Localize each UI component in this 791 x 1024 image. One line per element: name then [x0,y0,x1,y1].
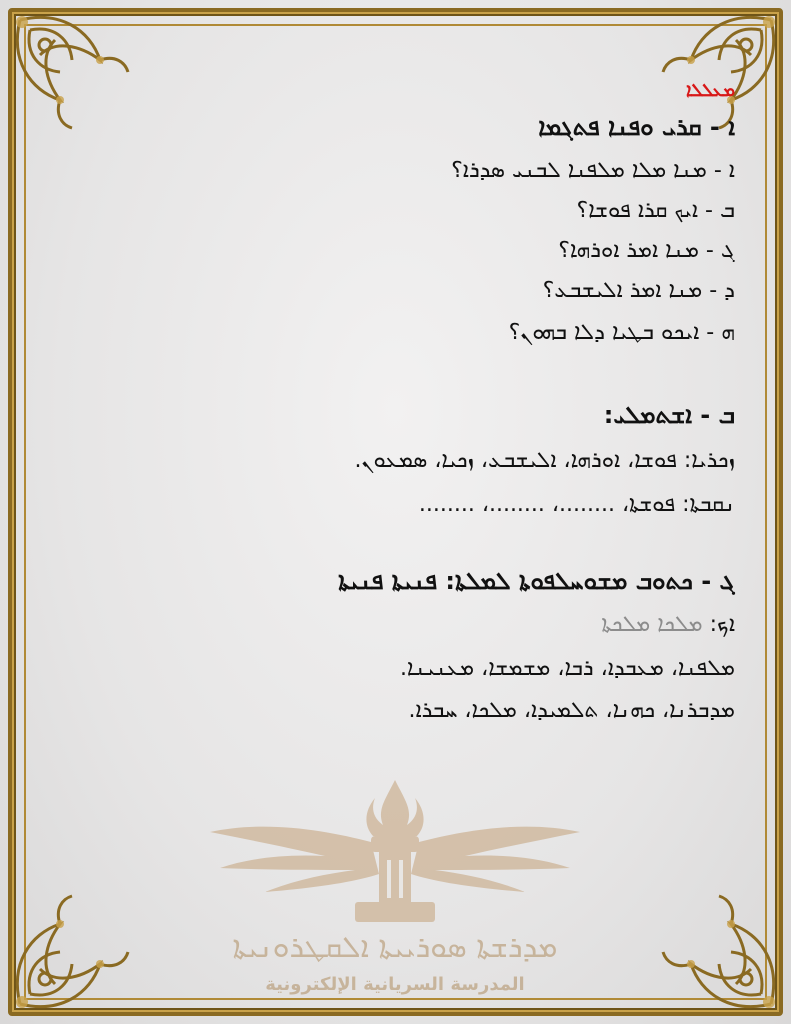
question-5: ܗ - ܐܝܟܘ ܒܛܝܐ ܕܠܐ ܒܗܘܢ؟ [508,320,735,345]
section-2-title: ܒ - ܐܫܬܡܠܝ: [603,401,735,429]
question-4: ܕ - ܡܢܐ ܐܡܪ ܐܠܝܫܒܥ؟ [542,278,735,303]
section-3-title: ܓ - ܟܬܘܒ ܡܫܘܚܠܦܘܬܐ ܠܡܠܬܐ: ܦܢܝܬܐ ܦܢܝܬܐ [338,567,735,595]
ornate-corner-icon [0,0,150,150]
word-row-1: ܡܠܦܢܐ، ܡܥܒܕܐ، ܪܒܐ، ܡܫܡܫܐ، ܡܥܢܝܢܐ. [399,656,735,681]
masculine-line: ܙܟܪܝܐ: ܦܘܫܐ، ܐܘܪܗܐ، ܐܠܝܫܒܥ، ܙܟܝܐ، ܣܡܥܘܢ. [354,448,735,473]
ornate-corner-icon [0,874,150,1024]
lesson-label: ܡܥܠܠܐ [686,80,735,101]
question-2: ܒ - ܐܝܟ ܩܪܐ ܦܘܫܐ؟ [576,198,735,223]
winged-emblem-icon [205,770,585,930]
feminine-line: ܢܩܒܬܐ: ܦܘܫܬܐ، ........، ........، ........ [418,492,735,517]
logo-subtitle: المدرسة السريانية الإلكترونية [265,974,525,995]
word-row-2: ܡܕܒܪܢܐ، ܟܗܢܐ، ܬܠܡܝܕܐ، ܡܠܟܐ، ܚܒܪܐ. [408,698,735,723]
example-row [601,610,735,640]
question-1: ܐ - ܡܢܐ ܡܠܐ ܡܠܦܢܐ ܠܒܢܝ ܣܕܪܐ؟ [451,158,735,183]
logo-title: ܡܕܪܫܬܐ ܣܘܪܝܝܬܐ ܐܠܩܛܪܘܢܝܬܐ [232,930,558,965]
question-3: ܓ - ܡܢܐ ܐܡܪ ܐܘܪܗܐ؟ [558,238,735,263]
school-logo [205,770,585,1000]
example-value: ܡܠܟܐ ܡܠܟܬܐ [601,612,703,637]
ornate-corner-icon [641,874,791,1024]
example-label: ܐܟ: [709,612,735,637]
section-1-title: ܐ - ܩܪܝ ܘܦܢܐ ܦܬܓܡܐ [538,113,735,141]
